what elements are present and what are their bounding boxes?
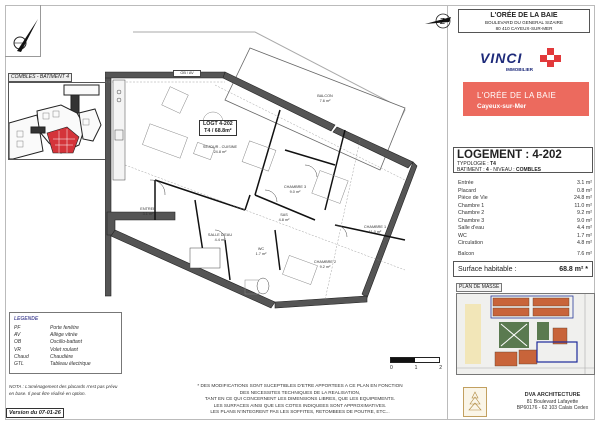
legend-label: Allège vitrée: [50, 332, 78, 339]
keyplan-thumbnail: [8, 82, 106, 160]
surface-row: Pièce de Vie 24.8 m²: [458, 195, 592, 201]
legend-label: Chaudière: [50, 353, 74, 360]
typologie-line: TYPOLOGIE : T4: [457, 161, 496, 167]
surface-row: Chambre 1 11.0 m²: [458, 202, 592, 209]
surface-habitable-value: 68.8 m² *: [559, 265, 588, 273]
address-line1: BOULEVARD DU GENERAL SIZAIRE: [484, 20, 564, 25]
address-line2: 80 410 CAYEUX-SUR-MER: [495, 25, 553, 31]
room-label-chambre3: CHAMBRE 3 9.0 m²: [283, 185, 307, 194]
legend-label: Volet roulant: [50, 346, 78, 353]
legend-label: Porte fenêtre: [50, 325, 79, 331]
legend-code: GTL: [14, 361, 24, 368]
version-label: Version du 07-01-26: [6, 408, 64, 418]
legend-label: Oscillo-battant: [50, 339, 82, 346]
legend-code: VR: [14, 346, 21, 353]
floor-plan-drawing: [105, 30, 445, 330]
legend-label: Tableau électrique: [50, 361, 91, 368]
room-label-sejour: SEJOUR - CUISINE 24.8 m²: [202, 145, 238, 154]
floor-plan: [105, 30, 445, 330]
surface-row: Salle d'eau 4.4 m²: [458, 225, 592, 231]
vinci-logo: [480, 45, 590, 75]
unit-tag-line2: T4 / 68.8m²: [204, 128, 232, 134]
north-arrow-icon: [425, 10, 455, 32]
nota-text: NOTA : L'aménagement des placards n'est pas prévu en base. Il peut être réalisé en option.: [9, 384, 118, 396]
room-label-balcon: BALCON 7.6 m²: [317, 94, 333, 103]
banner-title: L'ORÉE DE LA BAIE: [477, 91, 557, 100]
legend-row: [14, 325, 117, 332]
legend-code: AV: [14, 332, 21, 339]
site-plan-thumbnail: [456, 293, 595, 375]
plan-masse-label: PLAN DE MASSE: [456, 283, 502, 292]
svg-text:Z: Z: [440, 17, 445, 26]
legend-row: [14, 332, 117, 339]
surface-table: [458, 180, 592, 248]
north-arrow-icon: [5, 5, 41, 57]
unit-tag-line1: LOGT 4-202: [203, 121, 233, 127]
dva-architecture-logo: [463, 387, 487, 417]
unit-tag: [199, 120, 237, 136]
surface-row: Entrée 3.1 m²: [458, 180, 592, 186]
balcon-row: Balcon 7.6 m²: [458, 251, 592, 257]
surface-row: Circulation 4.8 m²: [458, 240, 592, 246]
room-label-wc: WC 1.7 m²: [255, 247, 267, 256]
logement-header: [453, 147, 593, 173]
scale-bar: [390, 357, 440, 371]
project-address-box: [458, 9, 590, 33]
legend-row: [14, 361, 117, 368]
architect-logo-icon: [464, 388, 486, 416]
architect-address1: 81 Boulevard Lafayette: [526, 398, 579, 405]
surface-habitable-box: [453, 261, 593, 277]
legend-row: [14, 347, 117, 354]
window-tag: OB / AV: [173, 70, 201, 77]
surface-row: Chambre 2 9.2 m²: [458, 210, 592, 216]
legend-row: [14, 354, 117, 361]
room-label-entree: ENTREE 3.1 m²: [140, 207, 156, 216]
banner-subtitle: Cayeux-sur-Mer: [477, 103, 527, 110]
legend-title: LEGENDE: [14, 316, 39, 322]
surface-row: Chambre 3 9.0 m²: [458, 217, 592, 224]
architect-address2: BP60176 - 62 103 Calais Cedex: [516, 405, 589, 411]
scale-label: 0: [390, 365, 393, 371]
disclaimer-text: * DES MODIFICATIONS SONT SUCEPTIBLES D'ETRE APPORTEES A CE PLAN EN FONCTION DES NECESSITES TECHNIQUES DE LA REALISATION, TANT EN CE QUI CONCERNENT LES DIMENSIONS LIBRES, QUE LES EQUIPEMENTS. LES SURFACES AINSI QUE LES COTES INDIQUEES SONT APPROXIMATIVES. LES PLANS N'INTEGRENT PAS LES SOFFITES, RETOMBEES DE POUTRE, ETC...: [197, 383, 403, 415]
room-label-sas: SAS 4.8 m²: [278, 213, 290, 222]
brand-name: VINCI: [480, 50, 523, 66]
surface-habitable-label: Surface habitable :: [458, 265, 517, 273]
room-label-salle-eau: SALLE D'EAU 4.4 m²: [207, 233, 233, 242]
north-compass-box: [5, 5, 41, 57]
architect-name: DVA ARCHITECTURE: [524, 392, 581, 398]
architect-info: [510, 392, 595, 412]
project-banner: [463, 82, 589, 116]
scale-label: 2: [439, 365, 442, 371]
legend-code: PF: [14, 325, 21, 331]
legend-code: OB: [14, 339, 22, 346]
surface-row: Placard 0.8 m²: [458, 187, 592, 194]
legend-row: [14, 339, 117, 346]
room-label-chambre1: CHAMBRE 1 11.0 m²: [363, 225, 387, 234]
project-name: L'ORÉE DE LA BAIE: [490, 12, 558, 19]
keyplan-label: COMBLES - BATIMENT 4: [8, 73, 72, 82]
scale-label: 1: [414, 365, 418, 371]
surface-row: WC 1.7 m²: [458, 232, 592, 239]
room-label-chambre2: CHAMBRE 2 9.2 m²: [313, 260, 337, 269]
vinci-cross-icon: [540, 48, 562, 68]
batiment-line: BATIMENT : 4 - NIVEAU : COMBLES: [457, 167, 541, 173]
legend-code: Chaud: [14, 353, 29, 360]
brand-subtitle: IMMOBILIER: [506, 67, 533, 72]
logement-title: LOGEMENT : 4-202: [457, 149, 562, 161]
